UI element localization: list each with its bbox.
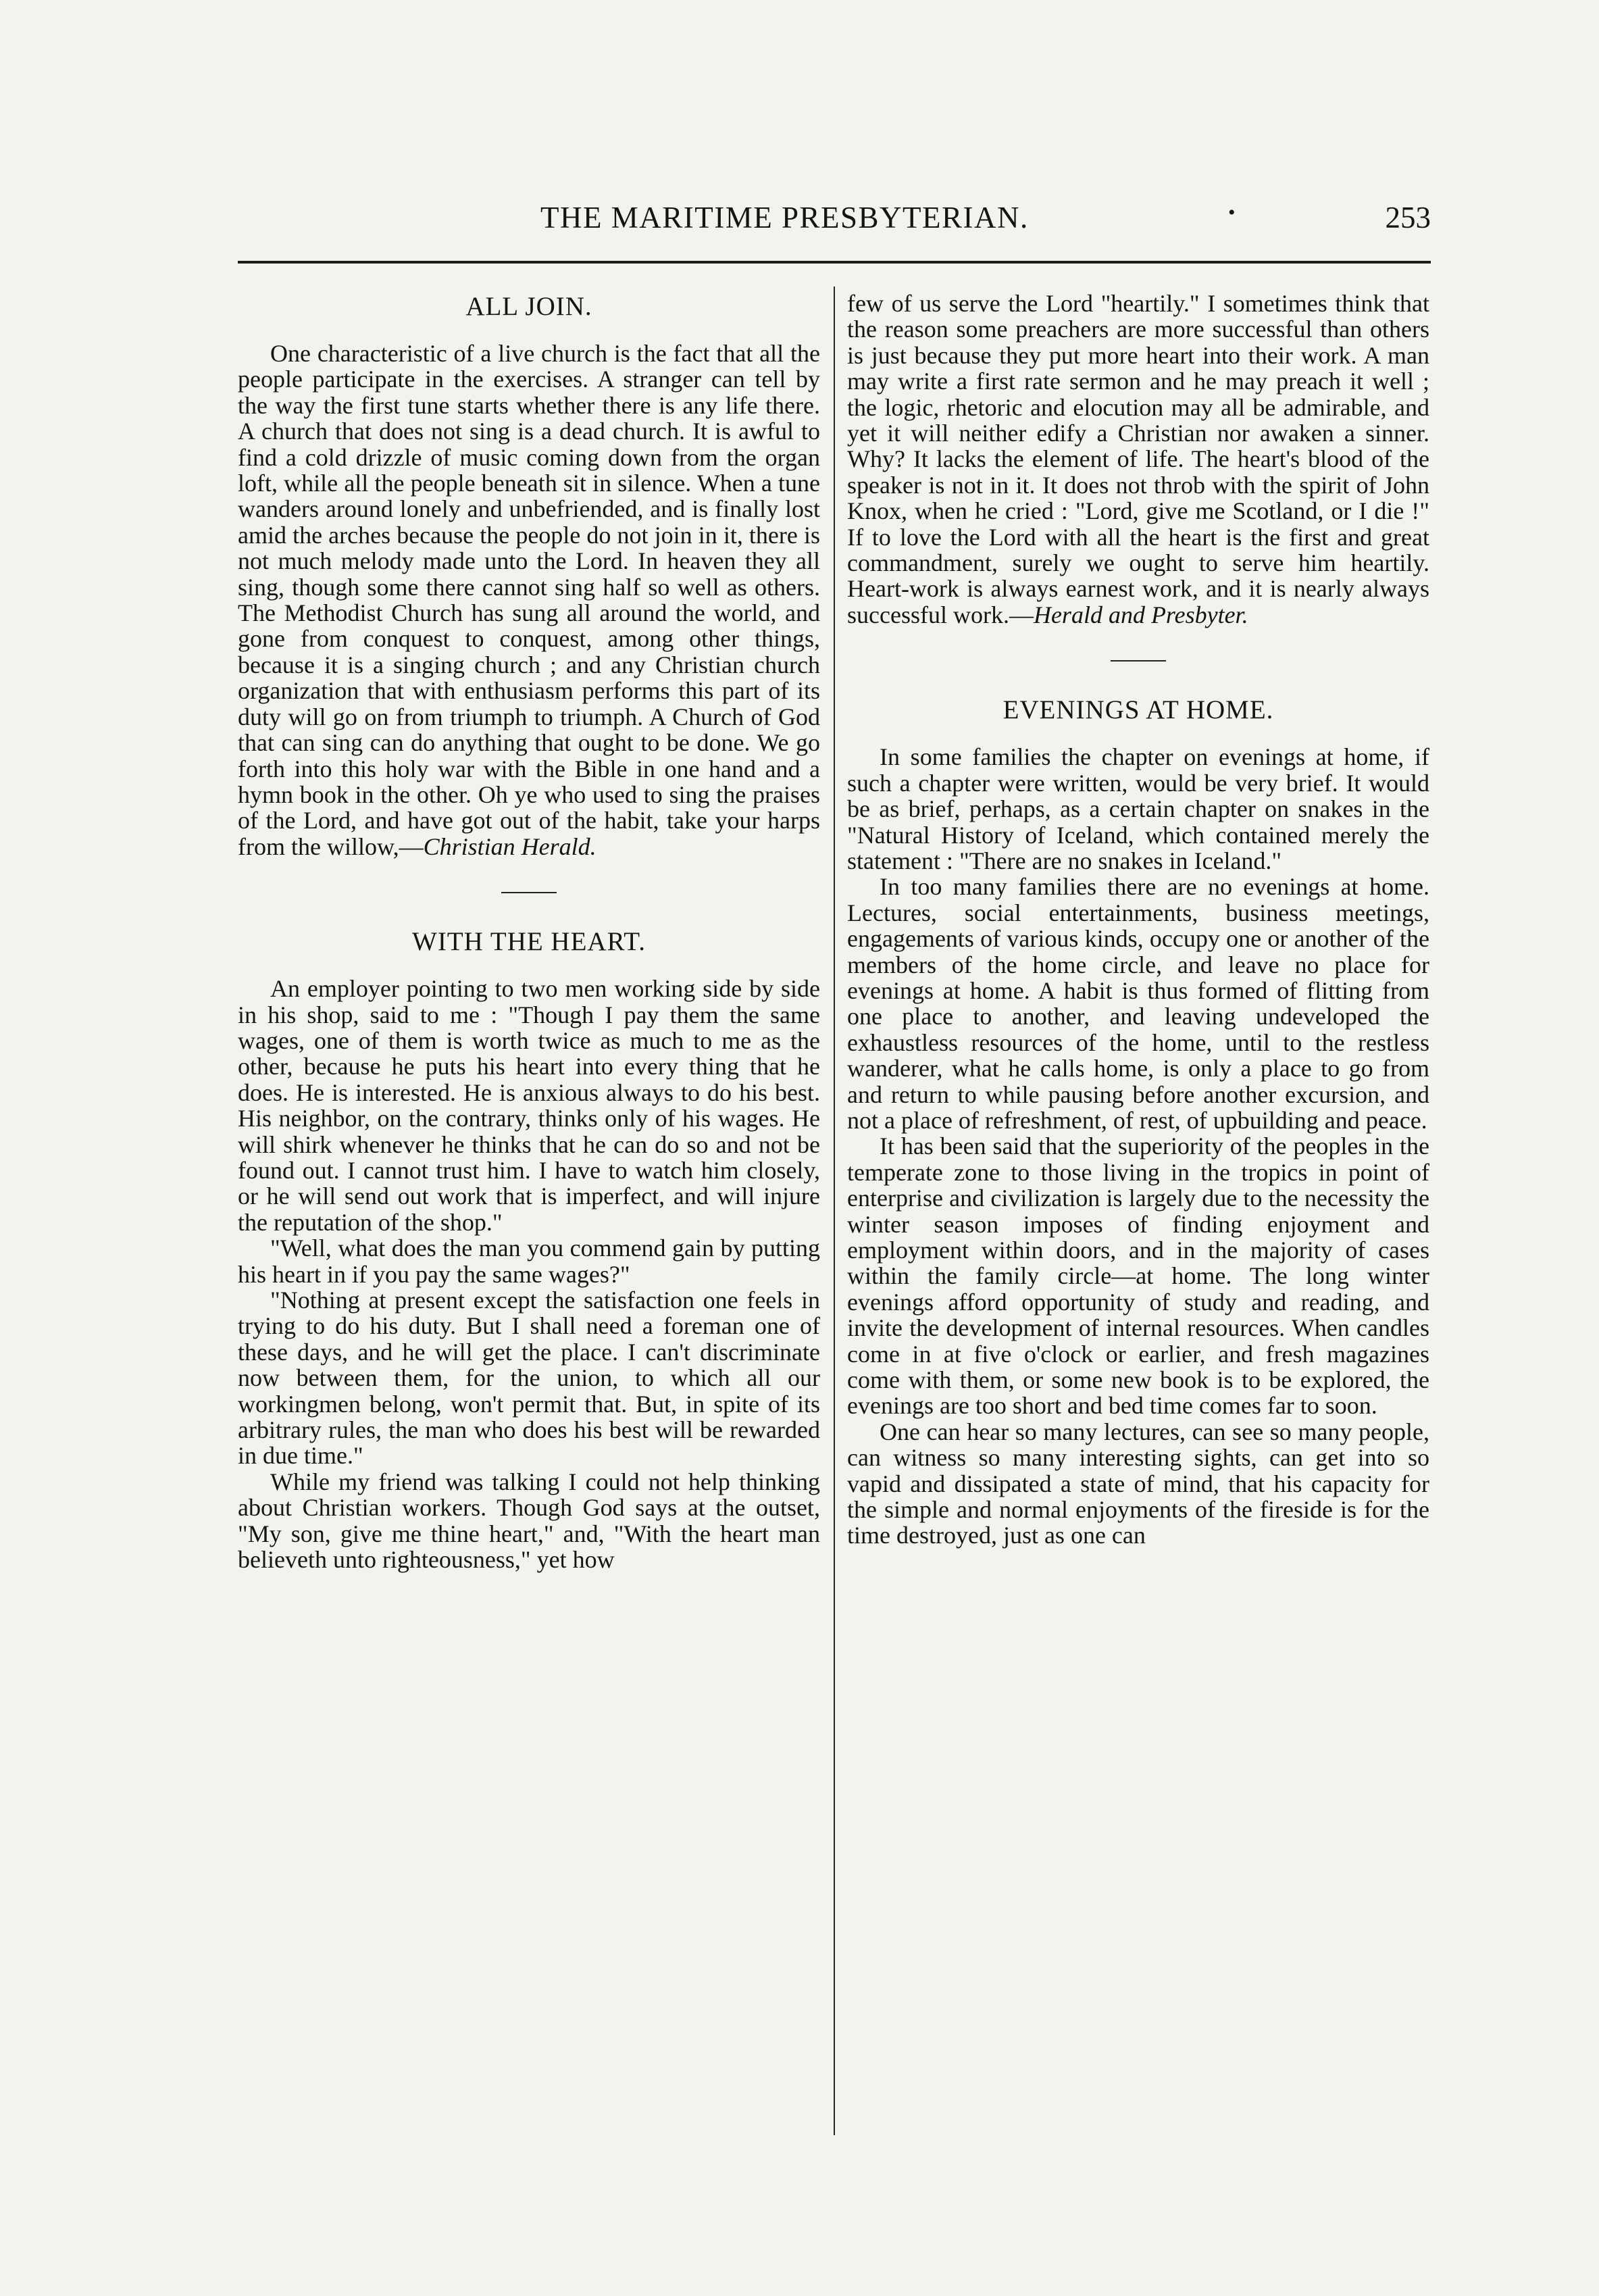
article-paragraph: It has been said that the superiority of the peoples in the temperate zone to those living in the tropics in point of enterprise and civilization is largely due to the necessity the winter season imposes of finding enjoyment and employment within doors, and in the majority of cases within the family circle—at home. The long winter evenings afford opportunity of study and reading, and invite the development of internal resources. When candles come in at five o'clock or earlier, and fresh magazines come with them, or some new book is to be explored, the evenings are too short and bed time comes far to soon. — [847, 1132, 1429, 1420]
article-paragraph: In too many families there are no evenings at home. Lectures, social entertainments, business meetings, engagements of various kinds, occupy one or another of the members of the home circle, and leave no place for evenings at home. A habit is thus formed of flitting from one place to another, and leaving undeveloped the exhaustless resources of the home, until to the restless wanderer, what he calls home, is only a place to go from and return to while pausing before another excursion, and not a place of refreshment, of rest, of upbuilding and peace. — [847, 873, 1429, 1134]
left-column — [238, 291, 820, 2142]
article-all-join — [238, 291, 820, 859]
paragraph-text: One characteristic of a live church is the fact that all the people participate in the exercises. A stranger can tell by the way the first tune starts whether there is any life there. A church that does not sing is a dead church. It is awful to find a cold drizzle of music coming down from the organ loft, while all the people beneath sit in silence. When a tune wanders around lonely and unbefriended, and is finally lost amid the arches because the people do not join in it, there is not much melody made unto the Lord. In heaven they all sing, though some there cannot sing half so well as others. The Methodist Church has sung all around the world, and gone from conquest to conquest, among other things, because it is a singing church ; and any Christian church organization that with enthusiasm performs this part of its duty will go on from triumph to triumph. A Church of God that can sing can do anything that ought to be done. We go forth into this holy war with the Bible in one hand and a hymn book in the other. Oh ye who used to sing the praises of the Lord, and have got out of the habit, take your harps from the willow,— — [238, 340, 820, 860]
paragraph-text: few of us serve the Lord "heartily." I sometimes think that the reason some preachers are more successful than others is just because they put more heart into their work. A man may write a first rate sermon and he may preach it well ; the logic, rhetoric and elocution may all be admirable, and yet it will neither edify a Christian nor awaken a sinner. Why? It lacks the element of life. The heart's blood of the speaker is not in it. It does not throb with the spirit of John Knox, when he cried : "Lord, give me Scotland, or I die !" If to love the Lord with all the heart is the first and great commandment, surely we ought to serve him heartily. Heart-work is always earnest work, and it is nearly always successful work.— — [847, 291, 1429, 628]
article-paragraph: "Well, what does the man you commend gain by putting his heart in if you pay the same wages?" — [238, 1234, 820, 1288]
article-with-the-heart — [238, 926, 820, 1572]
article-title: WITH THE HEART. — [412, 927, 646, 957]
article-paragraph: One can hear so many lectures, can see so many people, can witness so many interesting sights, can get into so vapid and dissipated a state of mind, that his capacity for the simple and normal enjoyments of the fireside is for the time destroyed, just as one can — [847, 1418, 1429, 1549]
section-divider — [1111, 660, 1166, 662]
right-column — [847, 291, 1429, 2142]
article-paragraph: While my friend was talking I could not help thinking about Christian workers. Though God says at the outset, "My son, give me thine heart," and, "With the heart man believeth unto righteousness," yet how — [238, 1468, 820, 1574]
article-source: Herald and Presbyter. — [1033, 601, 1248, 628]
article-evenings-at-home — [847, 694, 1429, 1549]
header-rule — [238, 261, 1431, 264]
running-head-mark: • — [1228, 201, 1236, 224]
page-number: 253 — [1385, 201, 1431, 234]
running-head — [238, 200, 1431, 241]
article-paragraph — [238, 341, 820, 859]
article-continuation — [847, 291, 1429, 628]
publication-title: THE MARITIME PRESBYTERIAN. — [540, 201, 1029, 234]
article-title: EVENINGS AT HOME. — [1002, 695, 1274, 725]
section-divider — [501, 892, 557, 893]
article-paragraph: An employer pointing to two men working side by side in his shop, said to me : "Though I pay them the same wages, one of them is worth twice as much to me as the other, because he puts his heart into every thing that he does. He is interested. He is anxious always to do his best. His neighbor, on the contrary, thinks only of his wages. He will shirk whenever he thinks that he can do so and not be found out. I cannot trust him. I have to watch him closely, or he will send out work that is imperfect, and will injure the reputation of the shop." — [238, 975, 820, 1236]
article-paragraph: In some families the chapter on evenings at home, if such a chapter were written, would be very brief. It would be as brief, perhaps, as a certain chapter on snakes in the "Natural History of Iceland, which contained merely the statement : "There are no snakes in Iceland." — [847, 743, 1429, 874]
article-paragraph: "Nothing at present except the satisfaction one feels in trying to do his duty. But I shall need a foreman one of these days, and he will get the place. I can't discriminate now between them, for the union, to which all our workingmen belong, won't permit that. But, in spite of its arbitrary rules, the man who does his best will be rewarded in due time." — [238, 1287, 820, 1470]
article-title: ALL JOIN. — [465, 292, 592, 321]
article-source: Christian Herald. — [423, 832, 597, 860]
column-divider — [834, 286, 835, 2135]
